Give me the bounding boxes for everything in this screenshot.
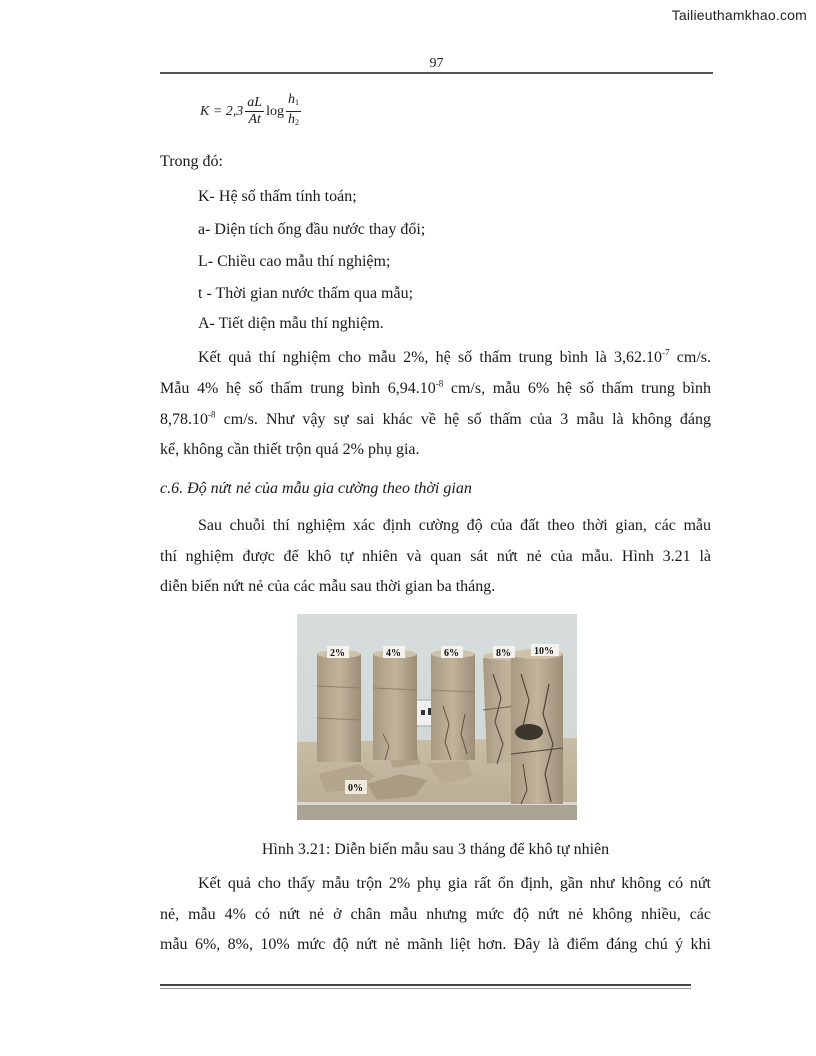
sample-2pct [317, 650, 361, 762]
watermark-text: Tailieuthamkhao.com [671, 7, 807, 23]
formula-frac2-numerator: $h_1$ [286, 92, 301, 112]
figure-photo-soil-samples [297, 614, 577, 820]
section-heading: c.6. Độ nứt nẻ của mẫu gia cường theo thời gian [160, 480, 472, 497]
para1-line2: Mẫu 4% hệ số thấm trung bình $6,94.10^{-8}$ cm/s, mẫu 6% hệ số thấm trung bình [160, 378, 711, 397]
definition-l: L- Chiều cao mẫu thí nghiệm; [198, 253, 391, 270]
sample-label-10pct: 10% [534, 646, 554, 657]
definition-k: K- Hệ số thấm tính toán; [198, 188, 357, 205]
para3-line2: nẻ, mẫu 4% có nứt nẻ ở chân mẫu nhưng mức độ nứt nẻ không nhiều, các [160, 906, 711, 923]
definition-t: t - Thời gian nước thấm qua mẫu; [198, 285, 414, 302]
formula-log: log [266, 103, 284, 119]
header-rule [160, 72, 713, 74]
figure-caption: Hình 3.21: Diễn biến mẫu sau 3 tháng để khô tự nhiên [261, 841, 610, 858]
para1-line1: Kết quả thí nghiệm cho mẫu 2%, hệ số thấm trung bình là $3,62.10^{-7}$ cm/s. [198, 347, 712, 366]
footer-rule-thin [160, 988, 691, 989]
formula-frac1-numerator: aL [247, 95, 263, 110]
para3-line1: Kết quả cho thấy mẫu trộn 2% phụ gia rất ổn định, gần như không có nứt [198, 875, 711, 892]
sample-label-2pct: 2% [330, 648, 345, 659]
para3-line3: mẫu 6%, 8%, 10% mức độ nứt nẻ mãnh liệt hơn. Đây là điểm đáng chú ý khi [160, 936, 711, 953]
trong-do-label: Trong đó: [160, 153, 223, 170]
sample-label-4pct: 4% [386, 648, 401, 659]
sample-label-6pct: 6% [444, 648, 459, 659]
definition-a-section: A- Tiết diện mẫu thí nghiệm. [198, 315, 384, 332]
formula-frac2-denominator: $h_2$ [287, 112, 299, 127]
formula-fraction-al-at [245, 95, 264, 128]
formula-lhs: K = 2,3 [200, 103, 244, 119]
para2-line2: thí nghiệm được để khô tự nhiên và quan sát nứt nẻ của mẫu. Hình 3.21 là [160, 548, 711, 565]
page-number: 97 [429, 56, 444, 71]
sample-label-0pct: 0% [348, 783, 363, 794]
sample-label-8pct: 8% [496, 648, 511, 659]
permeability-formula [200, 92, 303, 131]
para1-line4: kể, không cần thiết trộn quá 2% phụ gia. [160, 441, 420, 458]
formula-frac1-denominator: At [248, 112, 261, 127]
definition-a: a- Diện tích ống đầu nước thay đổi; [198, 221, 426, 238]
para1-line3: $8,78.10^{-8}$ cm/s. Như vậy sự sai khác về hệ số thấm của 3 mẫu là không đáng [160, 409, 711, 428]
para2-line3: diễn biến nứt nẻ của các mẫu sau thời gian ba tháng. [160, 578, 496, 595]
formula-fraction-h1-h2 [286, 92, 301, 131]
footer-rule [160, 984, 691, 986]
para2-line1: Sau chuỗi thí nghiệm xác định cường độ của đất theo thời gian, các mẫu [198, 517, 711, 534]
